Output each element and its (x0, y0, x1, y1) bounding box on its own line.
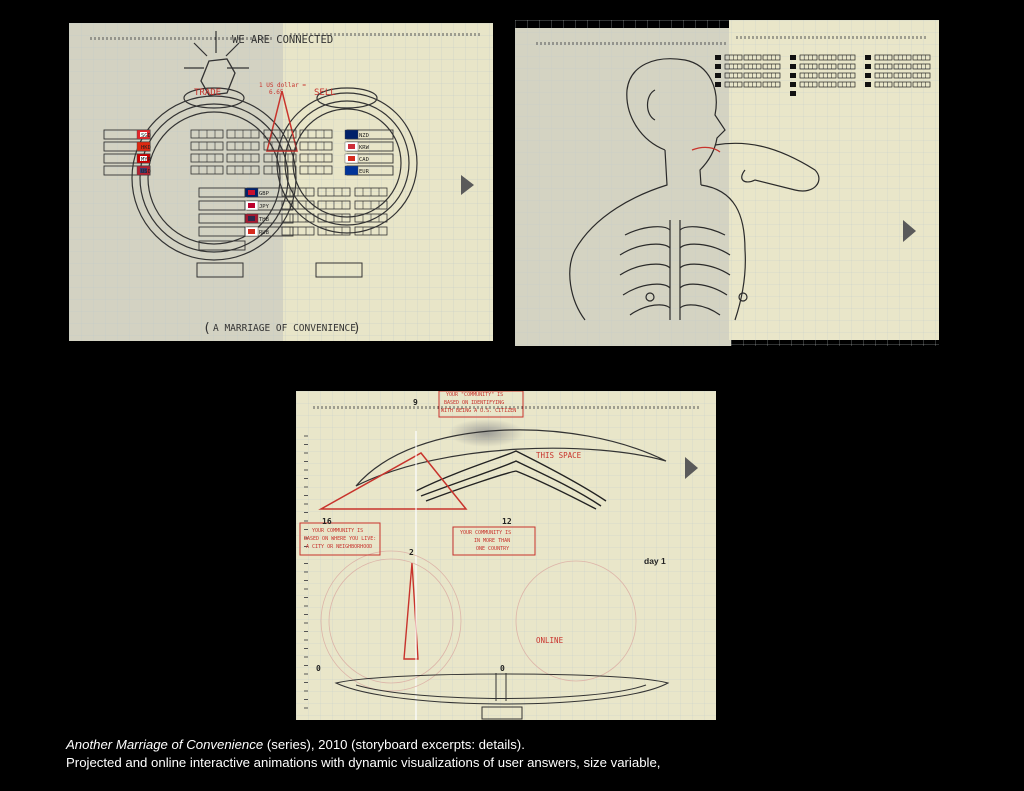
currency-code: CAD (359, 157, 369, 163)
top-box-line-1: YOUR "COMMUNITY" IS (446, 392, 504, 398)
flag-thailand-icon (245, 214, 258, 223)
right-box-line-3: ONE COUNTRY (476, 546, 510, 552)
storyboard-panel-figure (515, 20, 939, 346)
caption-details: (series), 2010 (storyboard excerpts: details). (263, 737, 525, 752)
panel-title: WE ARE CONNECTED (232, 34, 334, 46)
currency-code: JPY (259, 204, 269, 210)
storyboard-panel-currency (69, 23, 493, 341)
caption-line-1 (66, 736, 1006, 754)
flag-korea-icon (345, 142, 358, 151)
currency-code: USD (141, 169, 151, 175)
online-label: ONLINE (536, 636, 564, 645)
top-box-line-2: BASED ON IDENTIFYING (444, 400, 505, 406)
caption-title: Another Marriage of Convenience (66, 737, 264, 752)
flag-uk-icon (245, 188, 258, 197)
trade-label: TRADE (194, 88, 222, 98)
flag-russia-icon (245, 227, 258, 236)
currency-code: MYR (141, 157, 151, 163)
number-12: 12 (502, 517, 512, 526)
currency-code: GBP (259, 191, 269, 197)
currency-code: NZD (359, 133, 369, 139)
currency-code: SGD (141, 133, 151, 139)
flag-japan-icon (245, 201, 258, 210)
artwork-caption (66, 736, 1006, 772)
right-box-line-1: YOUR COMMUNITY IS (460, 530, 512, 536)
number-0-left: 0 (316, 664, 321, 673)
number-2: 2 (409, 548, 414, 557)
currency-code: EUR (359, 169, 369, 175)
left-box-line-3: A CITY OR NEIGHBORHOOD (306, 544, 373, 550)
top-box-line-3: WITH BEING A U.S. CITIZEN (441, 408, 517, 414)
caption-line-2: Projected and online interactive animations with dynamic visualizations of user answers, size variable, (66, 755, 661, 770)
currency-code: HKD (141, 145, 151, 151)
bottom-caption-close: ) (353, 321, 361, 336)
number-16: 16 (322, 517, 332, 526)
flag-canada-icon (345, 154, 358, 163)
currency-code: KRW (359, 145, 369, 151)
day-label: day 1 (644, 556, 666, 566)
number-0-center: 0 (500, 664, 505, 673)
flag-eu-icon (345, 166, 358, 175)
number-9: 9 (413, 398, 418, 407)
left-box-line-1: YOUR COMMUNITY IS (312, 528, 364, 534)
bottom-caption-open: ( (203, 321, 211, 336)
rate-line-1: 1 US dollar = (259, 82, 306, 89)
rate-line-2: 6.65 (269, 89, 284, 96)
sell-label: SELL (314, 88, 336, 98)
left-box-line-2: BASED ON WHERE YOU LIVE: (304, 536, 377, 542)
flag-newzealand-icon (345, 130, 358, 139)
right-box-line-2: IN MORE THAN (474, 538, 511, 544)
storyboard-panel-community (296, 391, 716, 720)
this-space-label: THIS SPACE (536, 451, 582, 460)
currency-code: RUB (259, 230, 269, 236)
currency-code: THB (259, 217, 269, 223)
bottom-caption: A MARRIAGE OF CONVENIENCE (213, 323, 356, 334)
